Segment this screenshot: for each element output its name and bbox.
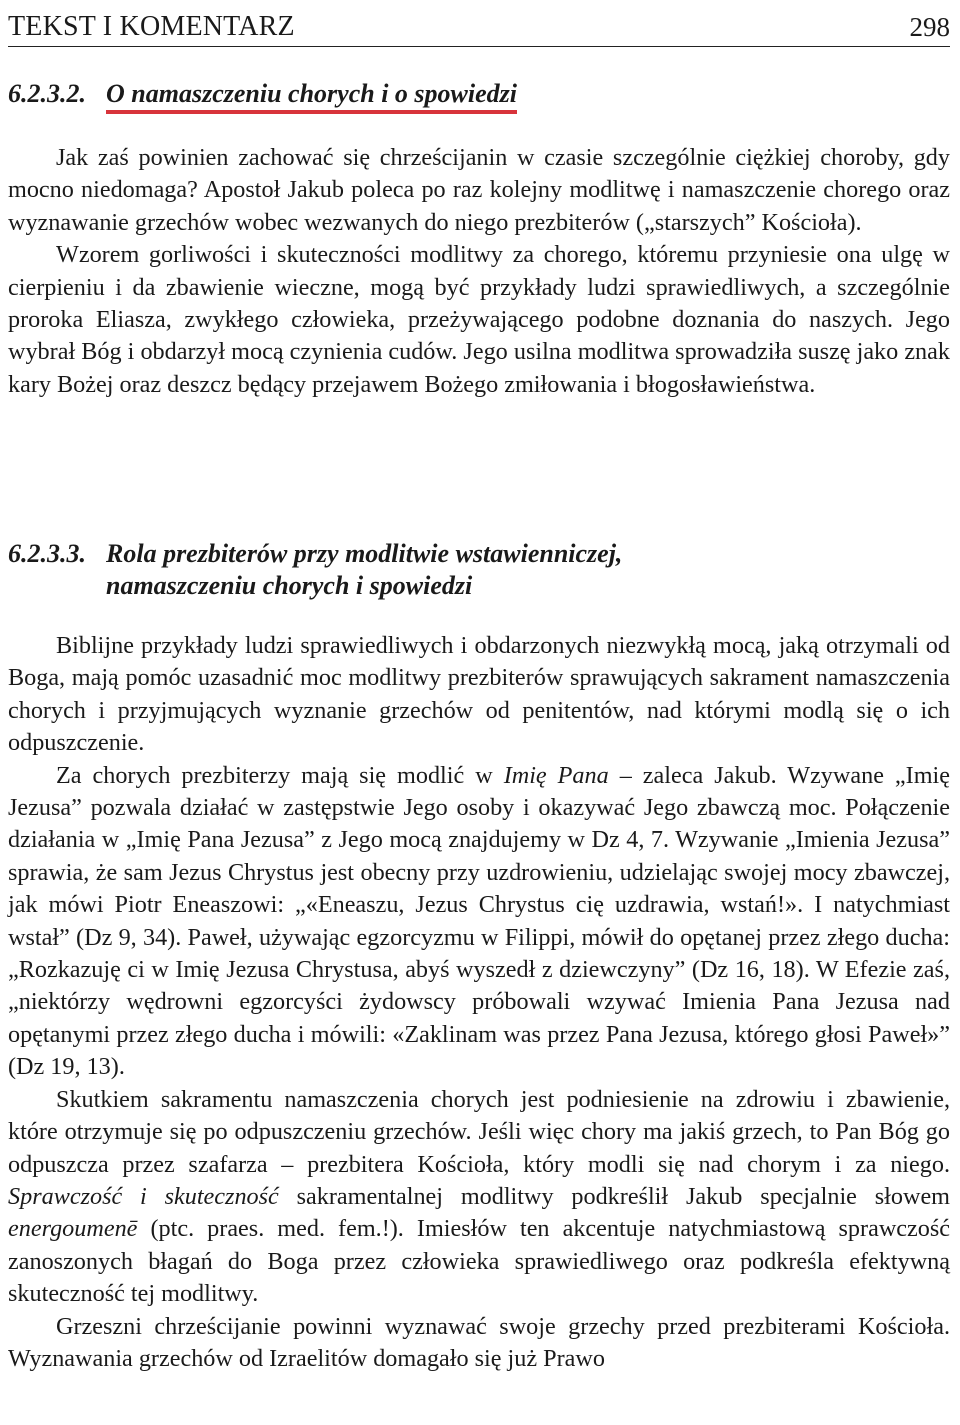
text-run: Skutkiem sakramentu namaszczenia chorych jest podniesienie na zdrowiu i zbawienie, które otrzymuje się po odpuszczeniu grzechów. Jeśli więc chory ma jakiś grzech, to Pan Bóg go odpuszcza przez szafarza – prezbitera Kościoła, który modli się nad chorym i za niego. [8,1085,950,1178]
section-title: O namaszczeniu chorych i o spowiedzi [106,79,517,114]
section-title-line-1: Rola prezbiterów przy modlitwie wstawienniczej, [106,539,623,568]
paragraph [8,1084,950,1311]
paragraph: Biblijne przykłady ludzi sprawiedliwych i obdarzonych niezwykłą mocą, jaką otrzymali od Boga, mają pomóc uzasadnić moc modlitwy prezbiterów sprawujących sakrament namaszczenia chorych i przyjmujących wyznanie grzechów od penitentów, nad którymi modlą się o ich odpuszczenie. [8,632,950,757]
section-heading-6-2-3-3 [8,538,622,602]
section-body-6-2-3-2 [8,142,950,401]
text-run: (ptc. praes. med. fem.!). Imiesłów ten akcentuje natychmiastową sprawczość zanoszonych błagań do Boga przez człowieka sprawiedliwego oraz podkreśla efektywną skuteczność tej modlitwy. [8,1215,950,1308]
section-heading-6-2-3-2 [8,78,517,110]
italic-term: energoumenē [8,1215,138,1243]
paragraph: Wzorem gorliwości i skuteczności modlitwy za chorego, któremu przyniesie ona ulgę w cierpieniu i da zbawienie wieczne, mogą być przykłady ludzi sprawiedliwych, a szczególnie proroka Eliasza, zwykłego człowieka, przeżywającego podobne doznania do naszych. Jego wybrał Bóg i obdarzył mocą czynienia cudów. Jego usilna modlitwa sprowadziła suszę jako znak kary Bożej oraz deszcz będący przejawem Bożego zmiłowania i błogosławieństwa. [8,241,950,398]
text-run: sakramentalnej modlitwy podkreślił Jakub specjalnie słowem [278,1182,950,1210]
section-number: 6.2.3.3. [8,539,86,568]
section-title-line-2: namaszczeniu chorych i spowiedzi [106,571,473,600]
italic-phrase: Sprawczość i skuteczność [8,1182,279,1210]
section-body-6-2-3-3 [8,630,950,1375]
paragraph [8,760,950,1084]
paragraph: Jak zaś powinien zachować się chrześcijanin w czasie szczególnie ciężkiej choroby, gdy mocno niedomaga? Apostoł Jakub poleca po raz kolejny modlitwę i namaszczenie chorego oraz wyznawanie grzechów wobec wezwanych do niego prezbiterów („starszych” Kościoła). [8,144,950,236]
running-header [8,8,950,47]
text-run: Za chorych prezbiterzy mają się modlić w [56,761,504,789]
italic-phrase: Imię Pana [503,761,609,789]
running-title: TEKST I KOMENTARZ [8,11,295,42]
page-number: 298 [909,11,950,42]
paragraph: Grzeszni chrześcijanie powinni wyznawać swoje grzechy przed prezbiterami Kościoła. Wyznawania grzechów od Izraelitów domagało się już Prawo [8,1312,950,1372]
section-number: 6.2.3.2. [8,79,86,108]
text-run: – zaleca Jakub. Wzywane „Imię Jezusa” pozwala działać w zastępstwie Jego osoby i okazywać Jego zbawczą moc. Połączenie działania w „Imię Pana Jezusa” z Jego mocą znajdujemy w Dz 4, 7. Wzywanie „Imienia Jezusa” sprawia, że sam Jezus Chrystus jest obecny przy uzdrowieniu, udzielając swojej mocy zbawczej, jak mówi Piotr Eneaszowi: „«Eneaszu, Jezus Chrystus cię uzdrawia, wstań!». I natychmiast wstał” (Dz 9, 34). Paweł, używając egzorcyzmu w Filippi, mówił do opętanej przez złego ducha: „Rozkazuję ci w Imię Jezusa Chrystusa, abyś wyszedł z dziewczyny” (Dz 16, 18). W Efezie zaś, „niektórzy wędrowni egzorcyści żydowscy próbowali wzywać Imienia Pana Jezusa nad opętanymi przez złego ducha i mówili: «Zaklinam was przez Pana Jezusa, którego głosi Paweł»” (Dz 19, 13). [8,761,950,1081]
